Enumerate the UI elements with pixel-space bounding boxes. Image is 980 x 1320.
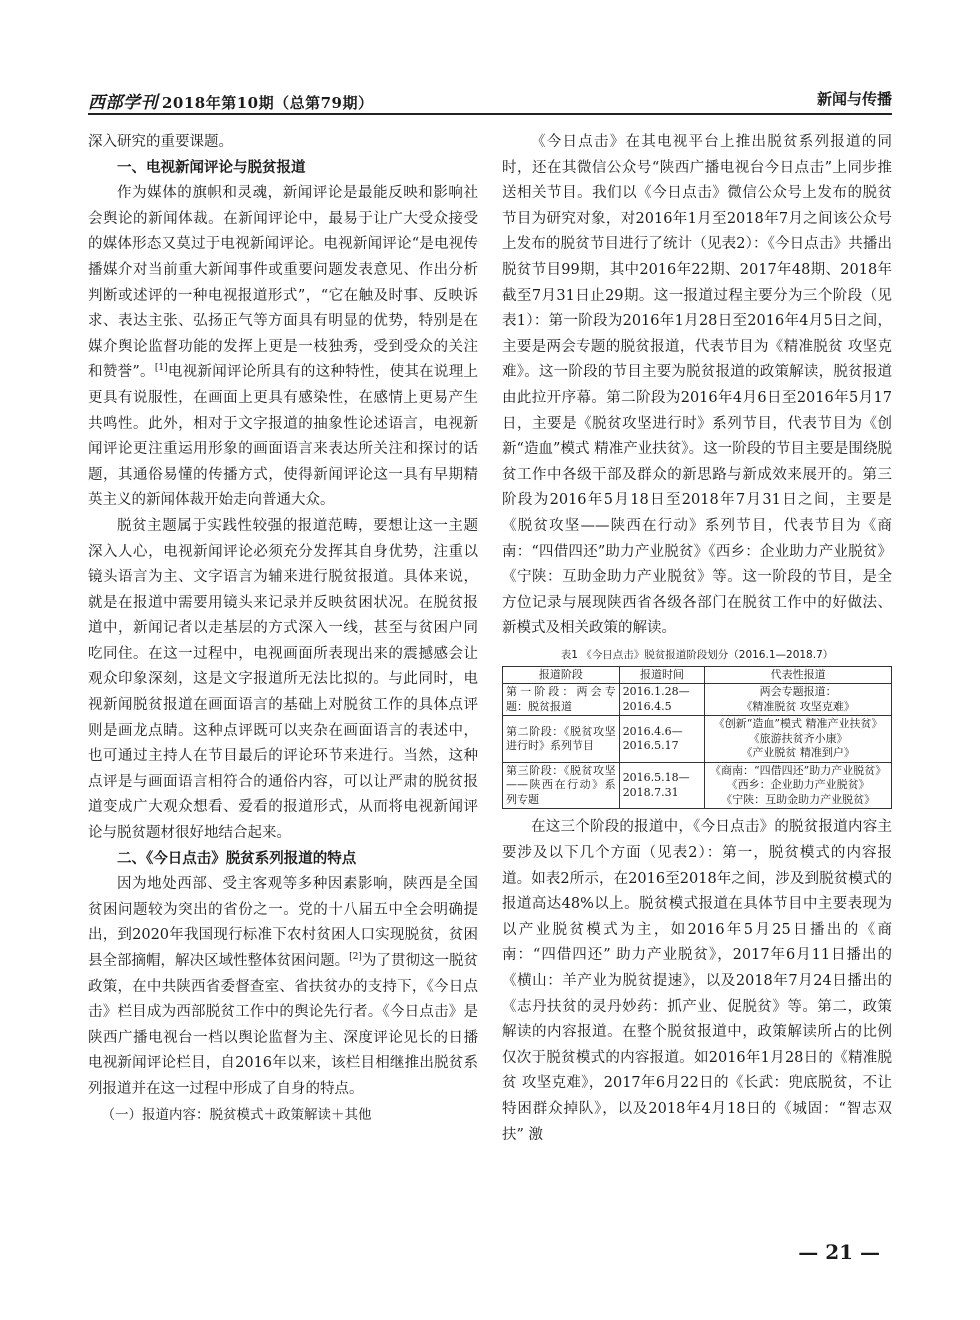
section-heading: 一、电视新闻评论与脱贫报道 <box>117 159 306 176</box>
paragraph: 在这三个阶段的报道中，《今日点击》的脱贫报道内容主要涉及以下几个方面（见表2）：第一，脱贫模式的内容报道。如表2所示，在2016至2018年之间，涉及到脱贫模式的报道高达48%以上。脱贫模式报道在具体节目中主要表现为以产业脱贫模式为主，如2016年5月25日播出的《商南：“四借四还” 助力产业脱贫》，2017年6月11日播出的《横山：羊产业为脱贫提速》，以及2018年7月24日播出的《志丹扶贫的灵丹妙药：抓产业、促脱贫》等。第二，政策解读的内容报道。在整个脱贫报道中，政策解读所占的比例仅次于脱贫模式的内容报道。如2016年1月28日的《精准脱贫 攻坚克难》，2017年6月22日的《长武：兜底脱贫，不让特困群众掉队》，以及2018年4月18日的《城固：“智志双扶” 激 <box>502 819 892 1143</box>
right-column <box>502 130 892 1148</box>
journal-logo: 西部学刊 <box>88 93 158 113</box>
citation: [2] <box>349 952 362 963</box>
stage-table <box>502 666 892 810</box>
header-rule <box>88 113 892 115</box>
paragraph: 深入研究的重要课题。 <box>88 134 233 150</box>
page-number: — 21 — <box>798 1240 880 1264</box>
paragraph: 脱贫主题属于实践性较强的报道范畴，要想让这一主题深入人心，电视新闻评论必须充分发挥其自身优势，注重以镜头语言为主、文字语言为辅来进行脱贫报道。具体来说，就是在报道中需要用镜头来记录并反映贫困状况。在脱贫报道中，新闻记者以走基层的方式深入一线，甚至与贫困户同吃同住。在这一过程中，电视画面所表现出来的震撼感会让观众印象深刻，这是文字报道所无法比拟的。与此同时，电视新闻脱贫报道在画面语言的基础上对脱贫工作的具体点评则是画龙点睛。这种点评既可以夹杂在画面语言的表述中，也可通过主持人在节目最后的评论环节来进行。当然，这种点评是与画面语言相符合的通俗内容，可以让严肃的脱贫报道变成广大观众想看、爱看的报道形式，从而将电视新闻评论与脱贫题材很好地结合起来。 <box>88 517 478 842</box>
time-cell: 2016.4.6—2016.5.17 <box>619 716 705 763</box>
representative-cell: 《创新“造血”模式 精准产业扶贫》 《旅游扶贫齐小康》 《产业脱贫 精准到户》 <box>705 716 892 763</box>
table-caption: 表1 《今日点击》脱贫报道阶段划分（2016.1—2018.7） <box>560 648 834 661</box>
paragraph: 因为地处西部、受主客观等多种因素影响，陕西是全国贫困问题较为突出的省份之一。党的十八届五中全会明确提出，到2020年我国现行标准下农村贫困人口实现脱贫，贫困县全部摘帽，解决区域性整体贫困问题。[2]为了贯彻这一脱贫政策，在中共陕西省委督查室、省扶贫办的支持下，《今日点击》栏目成为西部脱贫工作中的舆论先行者。《今日点击》是陕西广播电视台一档以舆论监督为主、深度评论见长的日播电视新闻评论栏目，自2016年以来，该栏目相继推出脱贫系列报道并在这一过程中形成了自身的特点。 <box>88 876 478 1097</box>
table-row <box>503 716 892 763</box>
header-time: 报道时间 <box>619 666 705 684</box>
header-representative: 代表性报道 <box>705 666 892 684</box>
header-stage: 报道阶段 <box>503 666 620 684</box>
representative-cell: 《商南：“四借四还”助力产业脱贫》 《西乡：企业助力产业脱贫》 《宁陕：互助金助力产业脱贫》 <box>705 762 892 809</box>
time-cell: 2016.5.18—2018.7.31 <box>619 762 705 809</box>
citation: [1] <box>154 363 168 374</box>
paragraph: 《今日点击》在其电视平台上推出脱贫系列报道的同时，还在其微信公众号“陕西广播电视台今日点击”上同步推送相关节目。我们以《今日点击》微信公众号上发布的脱贫节目为研究对象，对2016年1月至2018年7月之间该公众号上发布的脱贫节目进行了统计（见表2）：《今日点击》共播出脱贫节目99期，其中2016年22期、2017年48期、2018年截至7月31日止29期。这一报道过程主要分为三个阶段（见表1）：第一阶段为2016年1月28日至2016年4月5日之间，主要是两会专题的脱贫报道，代表节目为《精准脱贫 攻坚克难》。这一阶段的节目主要为脱贫报道的政策解读，脱贫报道由此拉开序幕。第二阶段为2016年4月6日至2016年5月17日，主要是《脱贫攻坚进行时》系列节目，代表节目为《创新“造血”模式 精准产业扶贫》。这一阶段的节目主要是围绕脱贫工作中各级干部及群众的新思路与新成效来展开的。第三阶段为2016年5月18日至2018年7月31日之间，主要是《脱贫攻坚——陕西在行动》系列节目，代表节目为《商南：“四借四还”助力产业脱贫》《西乡：企业助力产业脱贫》《宁陕：互助金助力产业脱贫》等。这一阶段的节目，是全方位记录与展现陕西省各级各部门在脱贫工作中的好做法、新模式及相关政策的解读。 <box>502 134 892 637</box>
time-cell: 2016.1.28—2016.4.5 <box>619 684 705 716</box>
stage-cell: 第三阶段：《脱贫攻坚——陕西在行动》系列专题 <box>503 762 620 809</box>
table-header-row <box>503 666 892 684</box>
section-title: 新闻与传播 <box>816 90 892 108</box>
journal-issue: 2018年第10期（总第79期） <box>162 94 374 112</box>
stage-cell: 第一阶段：两会专题：脱贫报道 <box>503 684 620 716</box>
running-header <box>88 88 892 113</box>
subsection-heading: （一）报道内容：脱贫模式＋政策解读＋其他 <box>101 1106 372 1123</box>
left-column <box>88 130 478 1128</box>
section-heading: 二、《今日点击》脱贫系列报道的特点 <box>117 850 357 867</box>
table-row <box>503 684 892 716</box>
representative-cell: 两会专题报道： 《精准脱贫 攻坚克难》 <box>705 684 892 716</box>
table-row <box>503 762 892 809</box>
paragraph: 作为媒体的旗帜和灵魂，新闻评论是最能反映和影响社会舆论的新闻体裁。在新闻评论中，最易于让广大受众接受的媒体形态又莫过于电视新闻评论。电视新闻评论“是电视传播媒介对当前重大新闻事件或重要问题发表意见、作出分析判断或述评的一种电视报道形式”，“它在触及时事、反映诉求、表达主张、弘扬正气等方面具有明显的优势，特别是在媒介舆论监督功能的发挥上更是一枝独秀，受到受众的关注和赞誉”。[1]电视新闻评论所具有的这种特性，使其在说理上更具有说服性，在画面上更具有感染性，在感情上更易产生共鸣性。此外，相对于文字报道的抽象性论述语言，电视新闻评论更注重运用形象的画面语言来表达所关注和探讨的话题，其通俗易懂的传播方式，使得新闻评论这一具有早期精英主义的新闻体裁开始走向普通大众。 <box>88 185 478 509</box>
journal-title <box>88 88 374 113</box>
stage-cell: 第二阶段：《脱贫攻坚进行时》系列节目 <box>503 716 620 763</box>
